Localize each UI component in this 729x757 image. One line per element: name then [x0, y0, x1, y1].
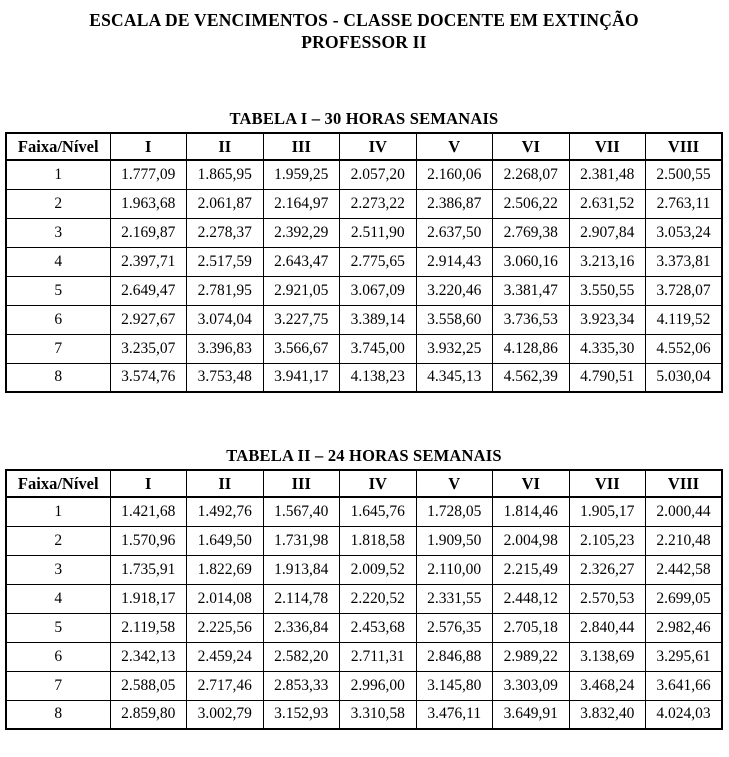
salary-value-cell: 2.336,84 — [263, 613, 340, 642]
faixa-nivel-cell: 4 — [6, 584, 110, 613]
salary-value-cell: 2.278,37 — [187, 218, 264, 247]
salary-value-cell: 4.119,52 — [646, 305, 723, 334]
salary-value-cell: 1.913,84 — [263, 555, 340, 584]
salary-value-cell: 4.024,03 — [646, 700, 723, 729]
salary-value-cell: 3.566,67 — [263, 334, 340, 363]
salary-value-cell: 3.067,09 — [340, 276, 417, 305]
salary-value-cell: 2.009,52 — [340, 555, 417, 584]
salary-value-cell: 3.053,24 — [646, 218, 723, 247]
salary-value-cell: 3.574,76 — [110, 363, 187, 392]
faixa-nivel-header: Faixa/Nível — [6, 470, 110, 497]
salary-value-cell: 2.114,78 — [263, 584, 340, 613]
salary-value-cell: 1.492,76 — [187, 497, 264, 526]
salary-value-cell: 4.138,23 — [340, 363, 417, 392]
salary-value-cell: 1.865,95 — [187, 160, 264, 189]
salary-value-cell: 1.731,98 — [263, 526, 340, 555]
faixa-nivel-header: Faixa/Nível — [6, 133, 110, 160]
salary-value-cell: 3.227,75 — [263, 305, 340, 334]
salary-value-cell: 2.570,53 — [569, 584, 646, 613]
salary-value-cell: 2.453,68 — [340, 613, 417, 642]
level-column-header: VII — [569, 470, 646, 497]
faixa-nivel-cell: 7 — [6, 671, 110, 700]
salary-value-cell: 2.853,33 — [263, 671, 340, 700]
salary-value-cell: 2.386,87 — [416, 189, 493, 218]
level-column-header: I — [110, 470, 187, 497]
table-row — [6, 584, 722, 613]
salary-value-cell: 2.763,11 — [646, 189, 723, 218]
table-row — [6, 160, 722, 189]
faixa-nivel-cell: 2 — [6, 189, 110, 218]
salary-value-cell: 3.923,34 — [569, 305, 646, 334]
table-row — [6, 671, 722, 700]
salary-value-cell: 2.859,80 — [110, 700, 187, 729]
document-title-line1: ESCALA DE VENCIMENTOS - CLASSE DOCENTE EM EXTINÇÃO — [89, 10, 639, 30]
faixa-nivel-cell: 8 — [6, 700, 110, 729]
faixa-nivel-cell: 6 — [6, 305, 110, 334]
faixa-nivel-cell: 2 — [6, 526, 110, 555]
level-column-header: II — [187, 470, 264, 497]
table-row — [6, 276, 722, 305]
salary-value-cell: 2.996,00 — [340, 671, 417, 700]
salary-value-cell: 2.907,84 — [569, 218, 646, 247]
faixa-nivel-cell: 7 — [6, 334, 110, 363]
table-row — [6, 247, 722, 276]
salary-value-cell: 2.637,50 — [416, 218, 493, 247]
salary-value-cell: 1.959,25 — [263, 160, 340, 189]
table-row — [6, 700, 722, 729]
salary-value-cell: 3.550,55 — [569, 276, 646, 305]
salary-value-cell: 1.735,91 — [110, 555, 187, 584]
table-section-30h — [5, 109, 723, 393]
level-column-header: VI — [493, 133, 570, 160]
salary-value-cell: 3.060,16 — [493, 247, 570, 276]
table-row — [6, 497, 722, 526]
salary-value-cell: 2.989,22 — [493, 642, 570, 671]
salary-value-cell: 4.128,86 — [493, 334, 570, 363]
level-column-header: IV — [340, 470, 417, 497]
salary-value-cell: 3.213,16 — [569, 247, 646, 276]
salary-value-cell: 3.389,14 — [340, 305, 417, 334]
salary-value-cell: 1.728,05 — [416, 497, 493, 526]
salary-value-cell: 2.840,44 — [569, 613, 646, 642]
salary-value-cell: 2.631,52 — [569, 189, 646, 218]
salary-value-cell: 2.057,20 — [340, 160, 417, 189]
salary-value-cell: 3.002,79 — [187, 700, 264, 729]
faixa-nivel-cell: 6 — [6, 642, 110, 671]
level-column-header: II — [187, 133, 264, 160]
salary-value-cell: 2.342,13 — [110, 642, 187, 671]
faixa-nivel-cell: 5 — [6, 276, 110, 305]
salary-value-cell: 1.909,50 — [416, 526, 493, 555]
salary-value-cell: 3.468,24 — [569, 671, 646, 700]
salary-value-cell: 2.500,55 — [646, 160, 723, 189]
salary-value-cell: 1.567,40 — [263, 497, 340, 526]
table-row — [6, 526, 722, 555]
table-row — [6, 613, 722, 642]
salary-value-cell: 4.790,51 — [569, 363, 646, 392]
table1-caption: TABELA I – 30 HORAS SEMANAIS — [229, 109, 499, 128]
salary-value-cell: 3.295,61 — [646, 642, 723, 671]
salary-value-cell: 3.381,47 — [493, 276, 570, 305]
salary-value-cell: 2.169,87 — [110, 218, 187, 247]
salary-value-cell: 2.459,24 — [187, 642, 264, 671]
level-column-header: III — [263, 133, 340, 160]
salary-value-cell: 3.310,58 — [340, 700, 417, 729]
salary-value-cell: 4.552,06 — [646, 334, 723, 363]
salary-value-cell: 4.345,13 — [416, 363, 493, 392]
level-column-header: VIII — [646, 470, 723, 497]
salary-value-cell: 3.138,69 — [569, 642, 646, 671]
salary-value-cell: 1.421,68 — [110, 497, 187, 526]
salary-value-cell: 1.905,17 — [569, 497, 646, 526]
salary-value-cell: 1.814,46 — [493, 497, 570, 526]
salary-value-cell: 2.160,06 — [416, 160, 493, 189]
salary-value-cell: 2.576,35 — [416, 613, 493, 642]
table-row — [6, 218, 722, 247]
salary-value-cell: 1.570,96 — [110, 526, 187, 555]
level-column-header: III — [263, 470, 340, 497]
salary-value-cell: 1.918,17 — [110, 584, 187, 613]
table-header-row — [6, 470, 722, 497]
salary-value-cell: 2.982,46 — [646, 613, 723, 642]
table-row — [6, 305, 722, 334]
salary-value-cell: 1.822,69 — [187, 555, 264, 584]
salary-value-cell: 2.442,58 — [646, 555, 723, 584]
salary-value-cell: 2.273,22 — [340, 189, 417, 218]
salary-value-cell: 2.711,31 — [340, 642, 417, 671]
salary-value-cell: 3.736,53 — [493, 305, 570, 334]
salary-value-cell: 2.105,23 — [569, 526, 646, 555]
salary-value-cell: 2.215,49 — [493, 555, 570, 584]
table-row — [6, 189, 722, 218]
salary-value-cell: 2.846,88 — [416, 642, 493, 671]
salary-value-cell: 4.562,39 — [493, 363, 570, 392]
document-title — [5, 9, 723, 53]
salary-value-cell: 2.268,07 — [493, 160, 570, 189]
salary-value-cell: 2.705,18 — [493, 613, 570, 642]
salary-value-cell: 3.373,81 — [646, 247, 723, 276]
faixa-nivel-cell: 3 — [6, 555, 110, 584]
salary-value-cell: 2.699,05 — [646, 584, 723, 613]
faixa-nivel-cell: 1 — [6, 160, 110, 189]
table-section-24h — [5, 446, 723, 730]
faixa-nivel-cell: 5 — [6, 613, 110, 642]
salary-value-cell: 3.941,17 — [263, 363, 340, 392]
level-column-header: I — [110, 133, 187, 160]
salary-value-cell: 2.210,48 — [646, 526, 723, 555]
table-row — [6, 334, 722, 363]
salary-value-cell: 3.303,09 — [493, 671, 570, 700]
salary-value-cell: 2.643,47 — [263, 247, 340, 276]
salary-value-cell: 2.225,56 — [187, 613, 264, 642]
salary-value-cell: 2.000,44 — [646, 497, 723, 526]
salary-table-24-horas — [5, 469, 723, 730]
salary-value-cell: 2.775,65 — [340, 247, 417, 276]
table2-caption: TABELA II – 24 HORAS SEMANAIS — [226, 446, 502, 465]
salary-value-cell: 2.110,00 — [416, 555, 493, 584]
salary-table-30-horas — [5, 132, 723, 393]
salary-value-cell: 2.506,22 — [493, 189, 570, 218]
salary-value-cell: 2.517,59 — [187, 247, 264, 276]
salary-value-cell: 3.152,93 — [263, 700, 340, 729]
faixa-nivel-cell: 1 — [6, 497, 110, 526]
salary-value-cell: 2.927,67 — [110, 305, 187, 334]
salary-value-cell: 2.582,20 — [263, 642, 340, 671]
level-column-header: IV — [340, 133, 417, 160]
level-column-header: VII — [569, 133, 646, 160]
salary-value-cell: 2.326,27 — [569, 555, 646, 584]
salary-value-cell: 3.753,48 — [187, 363, 264, 392]
salary-value-cell: 1.777,09 — [110, 160, 187, 189]
faixa-nivel-cell: 8 — [6, 363, 110, 392]
salary-value-cell: 5.030,04 — [646, 363, 723, 392]
salary-value-cell: 2.781,95 — [187, 276, 264, 305]
salary-value-cell: 3.220,46 — [416, 276, 493, 305]
salary-value-cell: 2.220,52 — [340, 584, 417, 613]
salary-value-cell: 2.164,97 — [263, 189, 340, 218]
salary-value-cell: 3.832,40 — [569, 700, 646, 729]
salary-value-cell: 2.448,12 — [493, 584, 570, 613]
level-column-header: VI — [493, 470, 570, 497]
salary-value-cell: 3.396,83 — [187, 334, 264, 363]
salary-value-cell: 3.074,04 — [187, 305, 264, 334]
salary-value-cell: 2.381,48 — [569, 160, 646, 189]
faixa-nivel-cell: 3 — [6, 218, 110, 247]
salary-value-cell: 3.641,66 — [646, 671, 723, 700]
salary-value-cell: 3.728,07 — [646, 276, 723, 305]
salary-value-cell: 2.397,71 — [110, 247, 187, 276]
table-header-row — [6, 133, 722, 160]
salary-value-cell: 2.014,08 — [187, 584, 264, 613]
faixa-nivel-cell: 4 — [6, 247, 110, 276]
salary-value-cell: 1.818,58 — [340, 526, 417, 555]
salary-value-cell: 2.004,98 — [493, 526, 570, 555]
salary-value-cell: 3.932,25 — [416, 334, 493, 363]
document-title-line2: PROFESSOR II — [301, 32, 427, 52]
salary-value-cell: 3.476,11 — [416, 700, 493, 729]
salary-value-cell: 1.649,50 — [187, 526, 264, 555]
salary-value-cell: 3.235,07 — [110, 334, 187, 363]
salary-value-cell: 4.335,30 — [569, 334, 646, 363]
salary-value-cell: 2.921,05 — [263, 276, 340, 305]
salary-value-cell: 2.511,90 — [340, 218, 417, 247]
salary-value-cell: 2.392,29 — [263, 218, 340, 247]
salary-value-cell: 1.963,68 — [110, 189, 187, 218]
salary-value-cell: 1.645,76 — [340, 497, 417, 526]
salary-value-cell: 3.145,80 — [416, 671, 493, 700]
salary-value-cell: 2.914,43 — [416, 247, 493, 276]
level-column-header: V — [416, 133, 493, 160]
level-column-header: V — [416, 470, 493, 497]
salary-value-cell: 2.588,05 — [110, 671, 187, 700]
table-row — [6, 363, 722, 392]
salary-value-cell: 2.769,38 — [493, 218, 570, 247]
salary-value-cell: 2.119,58 — [110, 613, 187, 642]
table-row — [6, 555, 722, 584]
salary-value-cell: 3.745,00 — [340, 334, 417, 363]
salary-value-cell: 2.717,46 — [187, 671, 264, 700]
level-column-header: VIII — [646, 133, 723, 160]
table-row — [6, 642, 722, 671]
salary-value-cell: 3.649,91 — [493, 700, 570, 729]
salary-value-cell: 3.558,60 — [416, 305, 493, 334]
salary-value-cell: 2.331,55 — [416, 584, 493, 613]
salary-value-cell: 2.649,47 — [110, 276, 187, 305]
salary-value-cell: 2.061,87 — [187, 189, 264, 218]
